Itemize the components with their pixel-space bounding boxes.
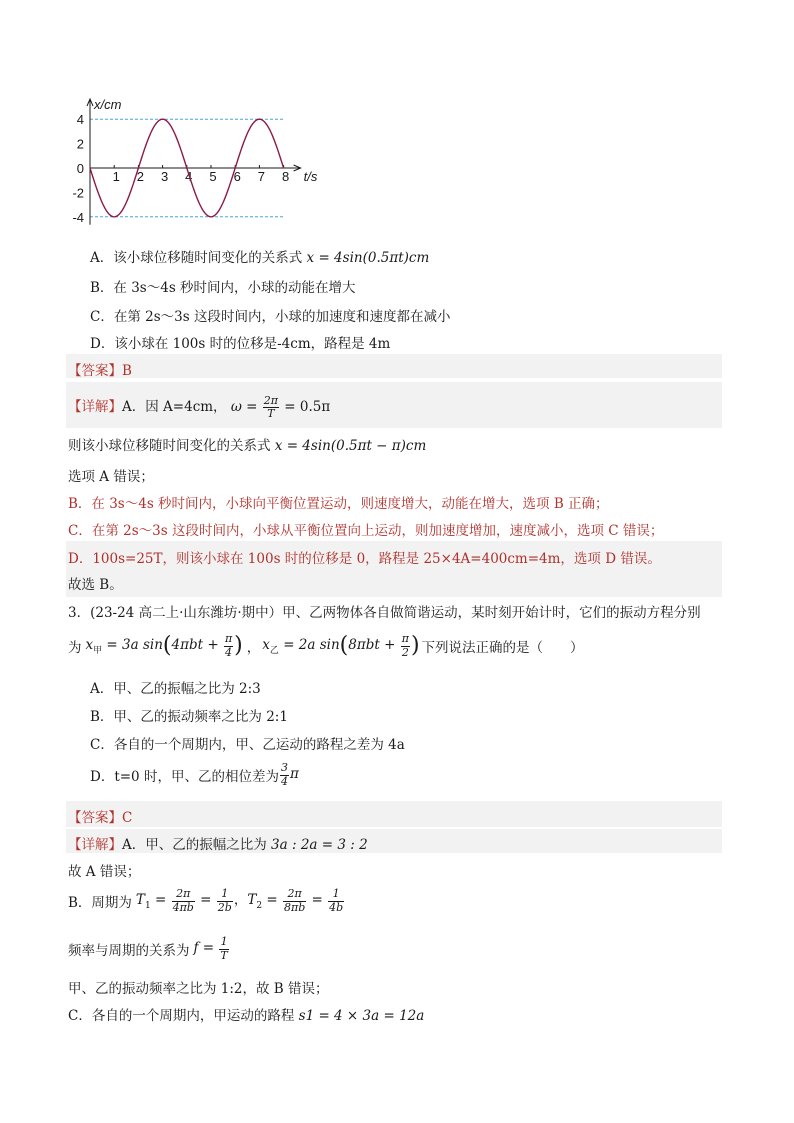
q3-line-a-wrong: 故 A 错误； — [68, 864, 141, 880]
y-tick-label--4: -4 — [72, 209, 84, 225]
q2-relation-line: 则该小球位移随时间变化的关系式 x = 4sin(0.5πt − π)cm — [68, 438, 427, 454]
q3-line-b: B．周期为 $T_1$ = $\frac{2\pi}{4\pi b}$ = $\frac{1}{2b}$ ，$T_2$ = $\frac{2\pi}{8\pi b}$ = $\frac{1}{4b}$ — [68, 887, 344, 914]
q3-option-b: B．甲、乙的振动频率之比为 2:1 — [90, 709, 288, 725]
q2-detail-a: 【详解】A．因 A=4cm， ω = $\frac{2\pi}{T}$ = 0.5π — [68, 394, 331, 421]
q3-detail-a: 【详解】A．甲、乙的振幅之比为 3a : 2a = 3 : 2 — [68, 837, 368, 853]
q3-period-formula: $T_1$ = $\frac{2\pi}{4\pi b}$ = $\frac{1}{2b}$ ，$T_2$ = $\frac{2\pi}{8\pi b}$ = $\frac{1}{4b}$ — [135, 887, 344, 914]
q3-answer-shade — [66, 801, 722, 827]
q3-line-freq: 频率与周期的关系为 f = $\frac{1}{T}$ — [68, 935, 228, 962]
q3-line-c: C．各自的一个周期内，甲运动的路程 s1 = 4 × 3a = 12a — [68, 1008, 425, 1024]
q3-option-a: A．甲、乙的振幅之比为 2:3 — [90, 681, 261, 697]
y-tick-label--2: -2 — [72, 185, 84, 201]
x-tick-label-1: 1 — [112, 169, 120, 184]
x-tick-label-3: 3 — [160, 169, 169, 184]
q3-stem-line2: 为 $x_甲 = 3a$ sin(4πbt + $\frac{\pi}{4}$ ) ， $x_乙 = 2a$ sin(8πbt + $\frac{\pi}{2}$ ) 下列说法正确的是（ ） — [68, 632, 584, 659]
q2-detail-label: 【详解】 — [68, 399, 122, 416]
x-tick-label-4: 4 — [185, 169, 193, 184]
y-tick-label-2: 2 — [76, 136, 84, 152]
x-tick-label-7: 7 — [257, 169, 266, 184]
x-tick-label-6: 6 — [233, 169, 241, 184]
q3-eq-yi: $x_乙 = 2a$ sin(8πbt + $\frac{\pi}{2}$ ) — [262, 632, 420, 659]
y-tick-label-0: 0 — [76, 161, 84, 176]
q2-option-a-formula: x = 4sin(0.5πt)cm — [306, 250, 430, 266]
q3-phase-formula: $\frac{3}{4}$ π — [280, 761, 299, 788]
q3-option-c: C．各自的一个周期内，甲、乙运动的路程之差为 4a — [90, 737, 405, 753]
q2-line-c: C．在第 2s～3s 这段时间内，小球从平衡位置向上运动，则加速度增加，速度减小，选项 C 错误； — [68, 523, 664, 539]
displacement-time-graph — [60, 90, 330, 230]
q2-line-b: B．在 3s～4s 秒时间内，小球向平衡位置运动，则速度增大，动能在增大，选项 B 正确； — [68, 496, 609, 512]
y-tick-label-4: 4 — [76, 112, 84, 128]
x-axis-label: t/s — [303, 169, 318, 184]
q2-option-a: A．该小球位移随时间变化的关系式 x = 4sin(0.5πt)cm — [90, 250, 430, 266]
x-tick-label-2: 2 — [136, 169, 145, 184]
q3-eq-jia: $x_甲 = 3a$ sin(4πbt + $\frac{\pi}{4}$ ) — [85, 632, 243, 659]
q3-amplitude-ratio: 3a : 2a = 3 : 2 — [271, 837, 368, 853]
q3-stem-line1: 3．(23-24 高二上·山东潍坊·期中）甲、乙两物体各自做简谐运动，某时刻开始计时，它们的振动方程分别 — [68, 605, 701, 621]
q3-freq-formula: f = $\frac{1}{T}$ — [193, 935, 228, 962]
q3-line-ratio: 甲、乙的振动频率之比为 1:2，故 B 错误； — [68, 981, 329, 997]
q2-line-d: D．100s=25T，则该小球在 100s 时的位移是 0，路程是 25×4A=400cm=4m，选项 D 错误。 — [68, 551, 661, 567]
y-axis-label: x/cm — [94, 97, 122, 112]
q2-option-d: D．该小球在 100s 时的位移是-4cm，路程是 4m — [90, 336, 391, 352]
q2-relation-formula: x = 4sin(0.5πt − π)cm — [274, 438, 427, 454]
q3-path-formula: s1 = 4 × 3a = 12a — [298, 1008, 425, 1024]
q3-answer: 【答案】C — [68, 810, 133, 826]
q2-option-b: B．在 3s～4s 秒时间内，小球的动能在增大 — [90, 280, 356, 296]
x-tick-label-8: 8 — [281, 169, 290, 184]
q2-omega-formula: ω = $\frac{2\pi}{T}$ = 0.5π — [230, 394, 331, 421]
q3-option-d: D．t=0 时，甲、乙的相位差为 $\frac{3}{4}$ π — [90, 761, 299, 788]
q2-option-c: C．在第 2s～3s 这段时间内，小球的加速度和速度都在减小 — [90, 309, 451, 325]
q2-choose: 故选 B。 — [68, 577, 123, 593]
q2-line-a-wrong: 选项 A 错误； — [68, 469, 154, 485]
x-tick-label-5: 5 — [209, 169, 217, 184]
q2-answer: 【答案】B — [68, 363, 132, 379]
q3-detail-label: 【详解】 — [68, 837, 122, 853]
q2-answer-shade — [66, 354, 722, 378]
